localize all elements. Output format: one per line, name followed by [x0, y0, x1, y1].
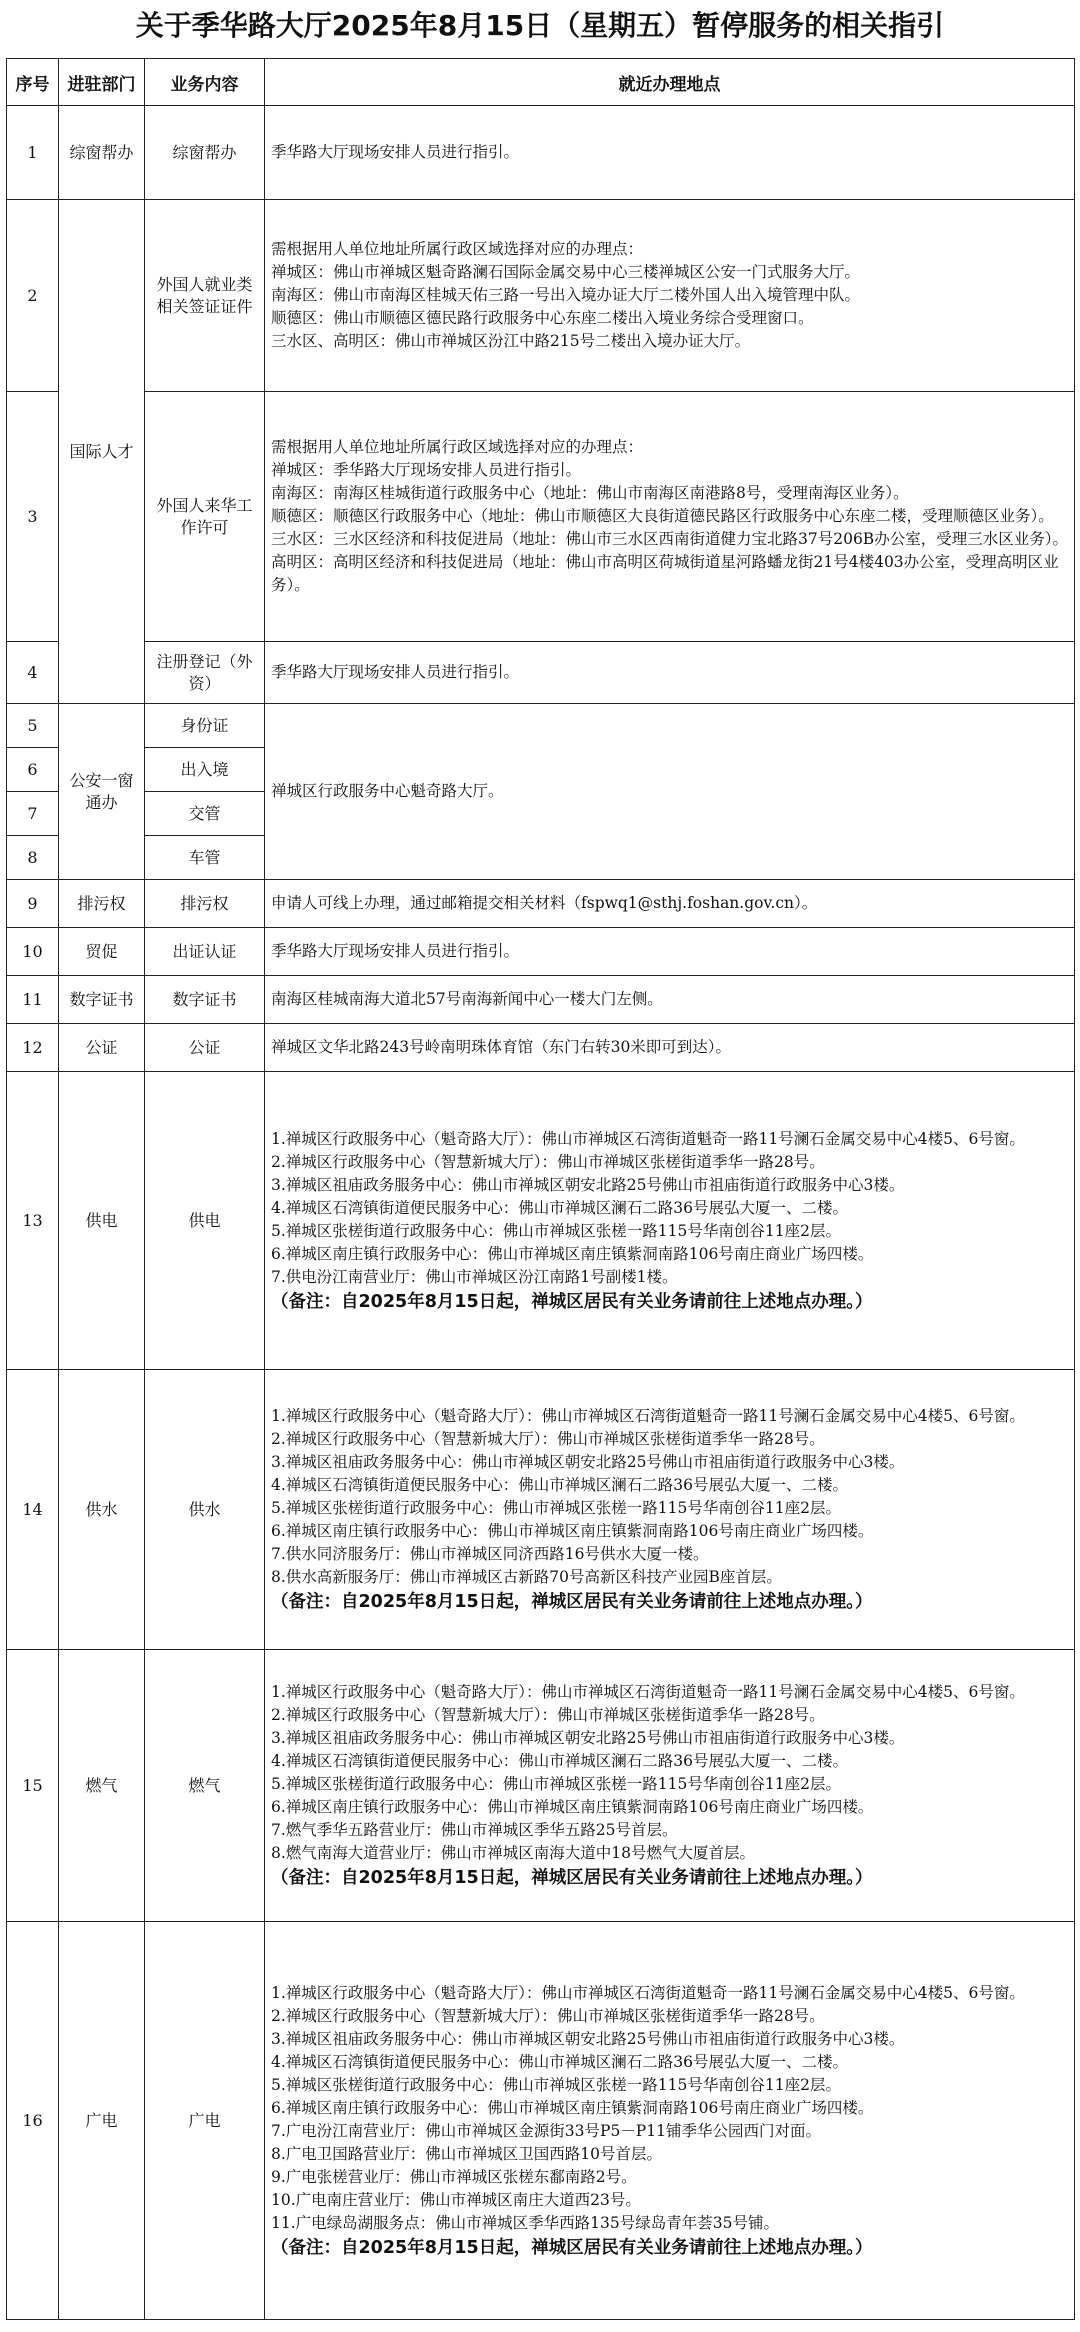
note-text: （备注：自2025年8月15日起，禅城区居民有关业务请前往上述地点办理。）: [271, 1291, 873, 1312]
row-no: 12: [7, 1024, 59, 1072]
row-location: [265, 200, 1075, 392]
location-line: 3.禅城区祖庙政务服务中心：佛山市禅城区朝安北路25号佛山市祖庙街道行政服务中心3楼。: [271, 2029, 905, 2048]
table-row: [7, 976, 1075, 1024]
row-biz: 出证认证: [145, 928, 265, 976]
location-line: 3.禅城区祖庙政务服务中心：佛山市禅城区朝安北路25号佛山市祖庙街道行政服务中心3楼。: [271, 1453, 905, 1471]
location-line: 7.燃气季华五路营业厅：佛山市禅城区季华五路25号首层。: [271, 1821, 678, 1839]
row-dept: 贸促: [59, 928, 145, 976]
row-location: [265, 1072, 1075, 1370]
location-line: 1.禅城区行政服务中心（魁奇路大厅）：佛山市禅城区石湾街道魁奇一路11号澜石金属交易中心4楼5、6号窗。: [271, 1983, 1025, 2002]
note-text: （备注：自2025年8月15日起，禅城区居民有关业务请前往上述地点办理。）: [271, 2237, 873, 2258]
location-line: 4.禅城区石湾镇街道便民服务中心：佛山市禅城区澜石二路36号展弘大厦一、二楼。: [271, 1198, 849, 1217]
location-line: 1.禅城区行政服务中心（魁奇路大厅）：佛山市禅城区石湾街道魁奇一路11号澜石金属交易中心4楼5、6号窗。: [271, 1129, 1025, 1148]
location-line: 9.广电张槎营业厅：佛山市禅城区张槎东鄱南路2号。: [271, 2167, 637, 2186]
location-line: 禅城区：佛山市禅城区魁奇路澜石国际金属交易中心三楼禅城区公安一门式服务大厅。: [271, 263, 861, 281]
row-dept: 燃气: [59, 1650, 145, 1922]
row-biz: 交管: [145, 792, 265, 836]
location-line: 需根据用人单位地址所属行政区域选择对应的办理点：: [271, 438, 644, 456]
row-location: [265, 1024, 1075, 1072]
row-no: 5: [7, 704, 59, 748]
location-line: 7.供电汾江南营业厅：佛山市禅城区汾江南路1号副楼1楼。: [271, 1267, 678, 1286]
row-location: [265, 642, 1075, 704]
location-line: 顺德区：顺德区行政服务中心（地址：佛山市顺德区大良街道德民路区行政服务中心东座二楼，受理顺德区业务）。: [271, 507, 1054, 525]
location-line: 高明区：高明区经济和科技促进局（地址：佛山市高明区荷城街道星河路蟠龙街21号4楼403办公室，受理高明区业务）。: [271, 553, 1059, 594]
row-no: 1: [7, 106, 59, 200]
row-biz: 公证: [145, 1024, 265, 1072]
note-text: （备注：自2025年8月15日起，禅城区居民有关业务请前往上述地点办理。）: [271, 1592, 873, 1612]
location-line: 5.禅城区张槎街道行政服务中心：佛山市禅城区张槎一路115号华南创谷11座2层。: [271, 1775, 841, 1793]
row-no: 14: [7, 1370, 59, 1650]
table-row: [7, 642, 1075, 704]
row-biz: 车管: [145, 836, 265, 880]
location-line: 7.广电汾江南营业厅：佛山市禅城区金源街33号P5－P11铺季华公园西门对面。: [271, 2121, 821, 2140]
row-no: 16: [7, 1922, 59, 2320]
table-row: [7, 704, 1075, 748]
location-line: 南海区：佛山市南海区桂城天佑三路一号出入境办证大厅二楼外国人出入境管理中队。: [271, 286, 861, 304]
row-dept: 公证: [59, 1024, 145, 1072]
location-line: 5.禅城区张槎街道行政服务中心：佛山市禅城区张槎一路115号华南创谷11座2层。: [271, 2075, 841, 2094]
row-location: [265, 106, 1075, 200]
row-no: 4: [7, 642, 59, 704]
row-biz: 燃气: [145, 1650, 265, 1922]
table-row: [7, 1024, 1075, 1072]
location-line: 1.禅城区行政服务中心（魁奇路大厅）：佛山市禅城区石湾街道魁奇一路11号澜石金属交易中心4楼5、6号窗。: [271, 1683, 1025, 1701]
location-line: 三水区、高明区：佛山市禅城区汾江中路215号二楼出入境办证大厅。: [271, 332, 751, 350]
location-line: 3.禅城区祖庙政务服务中心：佛山市禅城区朝安北路25号佛山市祖庙街道行政服务中心3楼。: [271, 1729, 905, 1747]
table-row: [7, 200, 1075, 392]
header-loc: 就近办理地点: [265, 59, 1075, 106]
location-line: 顺德区：佛山市顺德区德民路行政服务中心东座二楼出入境业务综合受理窗口。: [271, 309, 814, 327]
row-biz: 身份证: [145, 704, 265, 748]
row-no: 15: [7, 1650, 59, 1922]
location-line: 6.禅城区南庄镇行政服务中心：佛山市禅城区南庄镇紫洞南路106号南庄商业广场四楼。: [271, 1244, 874, 1263]
row-biz: 注册登记（外资）: [145, 642, 265, 704]
row-no: 9: [7, 880, 59, 928]
row-biz: 外国人就业类相关签证证件: [145, 200, 265, 392]
row-biz: 数字证书: [145, 976, 265, 1024]
table-row: [7, 106, 1075, 200]
location-line: 2.禅城区行政服务中心（智慧新城大厅）：佛山市禅城区张槎街道季华一路28号。: [271, 1706, 825, 1724]
row-no: 8: [7, 836, 59, 880]
location-line: 7.供水同济服务厅：佛山市禅城区同济西路16号供水大厦一楼。: [271, 1545, 709, 1563]
location-line: 禅城区：季华路大厅现场安排人员进行指引。: [271, 461, 582, 479]
row-biz: 外国人来华工作许可: [145, 392, 265, 642]
header-no: 序号: [7, 59, 59, 106]
row-dept: 供电: [59, 1072, 145, 1370]
location-line: 1.禅城区行政服务中心（魁奇路大厅）：佛山市禅城区石湾街道魁奇一路11号澜石金属交易中心4楼5、6号窗。: [271, 1407, 1025, 1425]
location-line: 禅城区行政服务中心魁奇路大厅。: [271, 782, 504, 800]
location-line: 4.禅城区石湾镇街道便民服务中心：佛山市禅城区澜石二路36号展弘大厦一、二楼。: [271, 1476, 849, 1494]
location-line: 季华路大厅现场安排人员进行指引。: [271, 143, 520, 161]
row-dept: 供水: [59, 1370, 145, 1650]
table-row: [7, 1922, 1075, 2320]
location-line: 申请人可线上办理，通过邮箱提交相关材料（fspwq1@sthj.foshan.gov.cn）。: [271, 894, 818, 912]
row-no: 11: [7, 976, 59, 1024]
location-line: 季华路大厅现场安排人员进行指引。: [271, 663, 520, 681]
location-line: 8.广电卫国路营业厅：佛山市禅城区卫国西路10号首层。: [271, 2144, 663, 2163]
row-no: 2: [7, 200, 59, 392]
location-line: 8.燃气南海大道营业厅：佛山市禅城区南海大道中18号燃气大厦首层。: [271, 1844, 756, 1862]
row-location: [265, 392, 1075, 642]
row-dept: 综窗帮办: [59, 106, 145, 200]
row-location: [265, 928, 1075, 976]
row-dept: 公安一窗通办: [59, 704, 145, 880]
header-row: [7, 59, 1075, 106]
header-biz: 业务内容: [145, 59, 265, 106]
location-line: 6.禅城区南庄镇行政服务中心：佛山市禅城区南庄镇紫洞南路106号南庄商业广场四楼。: [271, 1522, 874, 1540]
location-line: 需根据用人单位地址所属行政区域选择对应的办理点：: [271, 240, 644, 258]
row-biz: 供水: [145, 1370, 265, 1650]
location-line: 南海区桂城南海大道北57号南海新闻中心一楼大门左侧。: [271, 990, 663, 1008]
location-line: 11.广电绿岛湖服务点：佛山市禅城区季华西路135号绿岛青年荟35号铺。: [271, 2213, 779, 2232]
row-biz: 排污权: [145, 880, 265, 928]
guide-table: [6, 58, 1075, 2320]
location-line: 5.禅城区张槎街道行政服务中心：佛山市禅城区张槎一路115号华南创谷11座2层。: [271, 1221, 841, 1240]
row-location: [265, 976, 1075, 1024]
page-title: 关于季华路大厅2025年8月15日（星期五）暂停服务的相关指引: [135, 9, 945, 42]
table-row: [7, 928, 1075, 976]
row-dept: 排污权: [59, 880, 145, 928]
table-row: [7, 880, 1075, 928]
header-dept: 进驻部门: [59, 59, 145, 106]
row-dept: 数字证书: [59, 976, 145, 1024]
row-location: [265, 1922, 1075, 2320]
table-row: [7, 1072, 1075, 1370]
location-line: 10.广电南庄营业厅：佛山市禅城区南庄大道西23号。: [271, 2190, 641, 2209]
location-line: 禅城区文华北路243号岭南明珠体育馆（东门右转30米即可到达）。: [271, 1038, 732, 1056]
row-biz: 广电: [145, 1922, 265, 2320]
row-location: [265, 704, 1075, 880]
row-location: [265, 1650, 1075, 1922]
row-dept: 广电: [59, 1922, 145, 2320]
table-row: [7, 392, 1075, 642]
location-line: 5.禅城区张槎街道行政服务中心：佛山市禅城区张槎一路115号华南创谷11座2层。: [271, 1499, 841, 1517]
row-dept: 国际人才: [59, 200, 145, 704]
row-no: 7: [7, 792, 59, 836]
row-biz: 出入境: [145, 748, 265, 792]
table-row: [7, 1650, 1075, 1922]
location-line: 8.供水高新服务厅：佛山市禅城区古新路70号高新区科技产业园B座首层。: [271, 1568, 782, 1586]
location-line: 4.禅城区石湾镇街道便民服务中心：佛山市禅城区澜石二路36号展弘大厦一、二楼。: [271, 1752, 849, 1770]
location-line: 2.禅城区行政服务中心（智慧新城大厅）：佛山市禅城区张槎街道季华一路28号。: [271, 1430, 825, 1448]
table-row: [7, 1370, 1075, 1650]
location-line: 2.禅城区行政服务中心（智慧新城大厅）：佛山市禅城区张槎街道季华一路28号。: [271, 2006, 825, 2025]
note-text: （备注：自2025年8月15日起，禅城区居民有关业务请前往上述地点办理。）: [271, 1868, 873, 1888]
row-no: 6: [7, 748, 59, 792]
row-biz: 综窗帮办: [145, 106, 265, 200]
row-location: [265, 880, 1075, 928]
location-line: 4.禅城区石湾镇街道便民服务中心：佛山市禅城区澜石二路36号展弘大厦一、二楼。: [271, 2052, 849, 2071]
location-line: 3.禅城区祖庙政务服务中心：佛山市禅城区朝安北路25号佛山市祖庙街道行政服务中心3楼。: [271, 1175, 905, 1194]
row-no: 10: [7, 928, 59, 976]
row-no: 3: [7, 392, 59, 642]
location-line: 三水区：三水区经济和科技促进局（地址：佛山市三水区西南街道健力宝北路37号206B办公室，受理三水区业务）。: [271, 530, 1068, 548]
location-line: 6.禅城区南庄镇行政服务中心：佛山市禅城区南庄镇紫洞南路106号南庄商业广场四楼。: [271, 1798, 874, 1816]
row-biz: 供电: [145, 1072, 265, 1370]
location-line: 南海区：南海区桂城街道行政服务中心（地址：佛山市南海区南港路8号，受理南海区业务）。: [271, 484, 909, 502]
row-no: 13: [7, 1072, 59, 1370]
row-location: [265, 1370, 1075, 1650]
location-line: 季华路大厅现场安排人员进行指引。: [271, 942, 520, 960]
location-line: 2.禅城区行政服务中心（智慧新城大厅）：佛山市禅城区张槎街道季华一路28号。: [271, 1152, 825, 1171]
location-line: 6.禅城区南庄镇行政服务中心：佛山市禅城区南庄镇紫洞南路106号南庄商业广场四楼。: [271, 2098, 874, 2117]
